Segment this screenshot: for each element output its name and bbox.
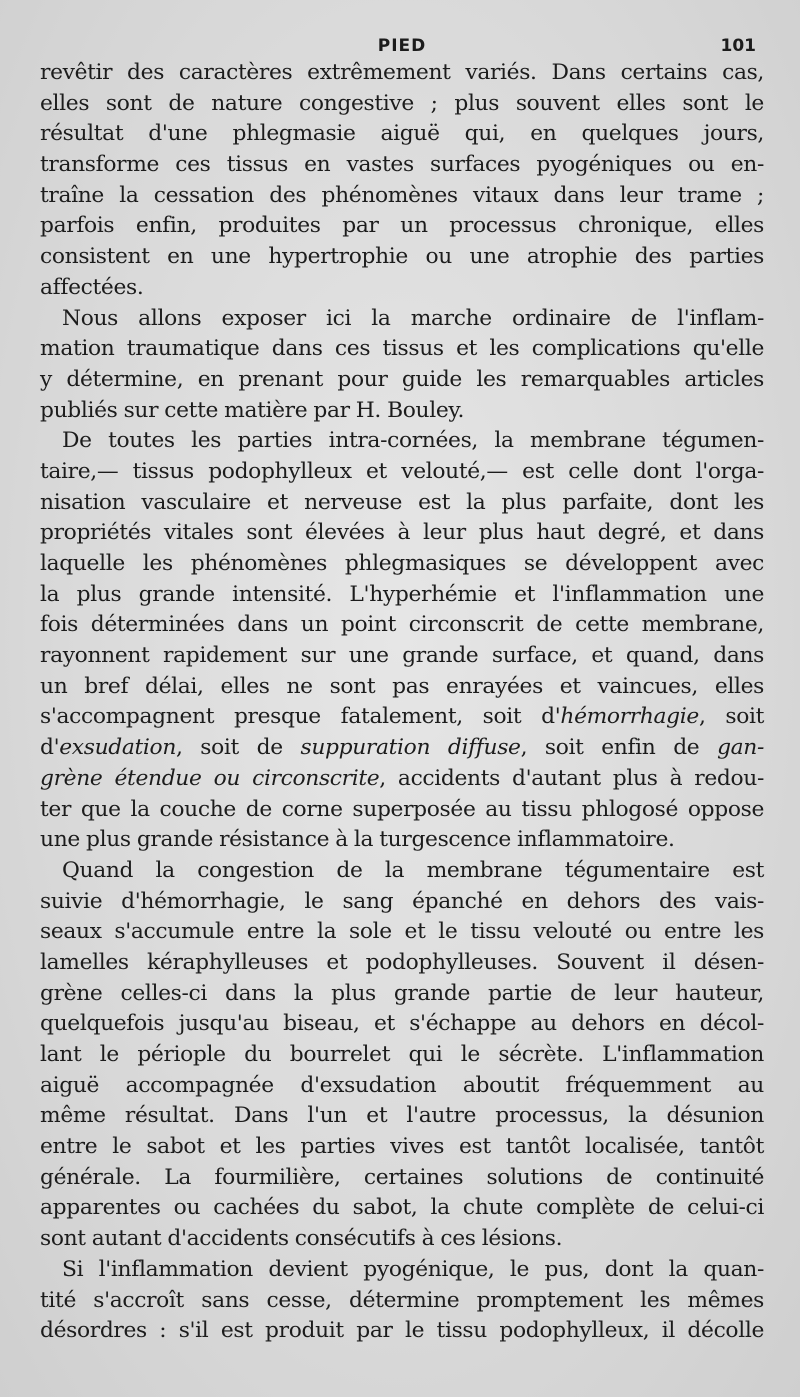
paragraph-5 — [40, 1255, 764, 1347]
paragraph-1 — [40, 58, 764, 304]
text-line: mation traumatique dans ces tissus et les complications qu'elle — [40, 336, 764, 362]
text-line-italic: grène étendue ou circonscrite, accidents d'autant plus à redou- — [40, 765, 764, 791]
text-line-italic: d'exsudation, soit de suppuration diffuse, soit enfin de gan- — [40, 735, 765, 761]
text-line: lamelles kéraphylleuses et podophylleuses. Souvent il désen- — [40, 949, 764, 975]
text-line: tité s'accroît sans cesse, détermine promptement les mêmes — [40, 1287, 764, 1313]
text-line: quelquefois jusqu'au biseau, et s'échappe au dehors en décol- — [40, 1011, 764, 1037]
text-line: traîne la cessation des phénomènes vitaux dans leur trame ; — [40, 182, 764, 208]
text-line: consistent en une hypertrophie ou une atrophie des parties — [40, 244, 764, 270]
text-line: laquelle les phénomènes phlegmasiques se développent avec — [40, 551, 764, 576]
italic-phrase: suppuration diffuse — [300, 735, 521, 761]
text-line: affectées. — [40, 274, 144, 300]
text-line: nisation vasculaire et nerveuse est la plus parfaite, dont les — [40, 489, 764, 515]
text-line: taire,— tissus podophylleux et velouté,— est celle dont l'orga- — [40, 458, 764, 484]
text-line: une plus grande résistance à la turgescence inflammatoire. — [40, 827, 675, 853]
text-line: propriétés vitales sont élevées à leur plus haut degré, et dans — [40, 520, 764, 546]
text-line: elles sont de nature congestive ; plus souvent elles sont le — [40, 90, 764, 116]
text-line: désordres : s'il est produit par le tissu podophylleux, il décolle — [40, 1318, 764, 1344]
page-header — [40, 0, 764, 58]
text-line: seaux s'accumule entre la sole et le tissu velouté ou entre les — [40, 919, 764, 945]
text-line: grène celles-ci dans la plus grande partie de leur hauteur, — [40, 980, 764, 1006]
text-line-italic: s'accompagnent presque fatalement, soit d'hémorrhagie, soit — [40, 704, 765, 730]
text-line: aiguë accompagnée d'exsudation aboutit fréquemment au — [40, 1072, 764, 1098]
text-line: suivie d'hémorrhagie, le sang épanché en dehors des vais- — [40, 888, 764, 914]
paragraph-2 — [40, 304, 764, 427]
text-line: y détermine, en prenant pour guide les remarquables articles — [40, 366, 764, 392]
text-line: publiés sur cette matière par H. Bouley. — [40, 397, 465, 423]
text-line: Nous allons exposer ici la marche ordinaire de l'inflam- — [62, 305, 764, 331]
text-line: transforme ces tissus en vastes surfaces pyogéniques ou en- — [40, 152, 764, 178]
paragraph-4 — [40, 856, 764, 1255]
text-line: même résultat. Dans l'un et l'autre processus, la désunion — [40, 1103, 764, 1129]
text-line: parfois enfin, produites par un processus chronique, elles — [40, 213, 764, 239]
text-line: résultat d'une phlegmasie aiguë qui, en quelques jours, — [40, 121, 764, 147]
text-line: lant le périople du bourrelet qui le sécrète. L'inflammation — [40, 1042, 764, 1067]
text-line: un bref délai, elles ne sont pas enrayées et vaincues, elles — [40, 673, 764, 699]
body-text — [40, 58, 764, 1347]
italic-phrase: grène étendue ou circonscrite — [40, 765, 380, 791]
text-line: ter que la couche de corne superposée au tissu phlogosé oppose — [40, 796, 764, 822]
italic-phrase: gan- — [717, 735, 765, 761]
italic-phrase: exsudation — [59, 735, 177, 761]
text-line: entre le sabot et les parties vives est tantôt localisée, tantôt — [40, 1134, 764, 1160]
text-line: De toutes les parties intra-cornées, la membrane tégumen- — [62, 428, 764, 454]
text-line: Si l'inflammation devient pyogénique, le pus, dont la quan- — [62, 1256, 764, 1282]
paragraph-3 — [40, 426, 764, 856]
text-line: rayonnent rapidement sur une grande surface, et quand, dans — [40, 643, 764, 669]
text-line: sont autant d'accidents consécutifs à ces lésions. — [40, 1226, 563, 1252]
text-line: générale. La fourmilière, certaines solutions de continuité — [40, 1164, 764, 1190]
page-number: 101 — [720, 36, 756, 56]
text-line: apparentes ou cachées du sabot, la chute complète de celui-ci — [40, 1195, 764, 1221]
text-line: Quand la congestion de la membrane tégumentaire est — [62, 857, 764, 883]
text-line: revêtir des caractères extrêmement variés. Dans certains cas, — [40, 60, 764, 85]
running-title: PIED — [377, 36, 427, 56]
text-line: la plus grande intensité. L'hyperhémie et l'inflammation une — [40, 581, 764, 607]
italic-phrase: hémorrhagie — [560, 704, 699, 730]
text-line: fois déterminées dans un point circonscrit de cette membrane, — [40, 612, 764, 638]
